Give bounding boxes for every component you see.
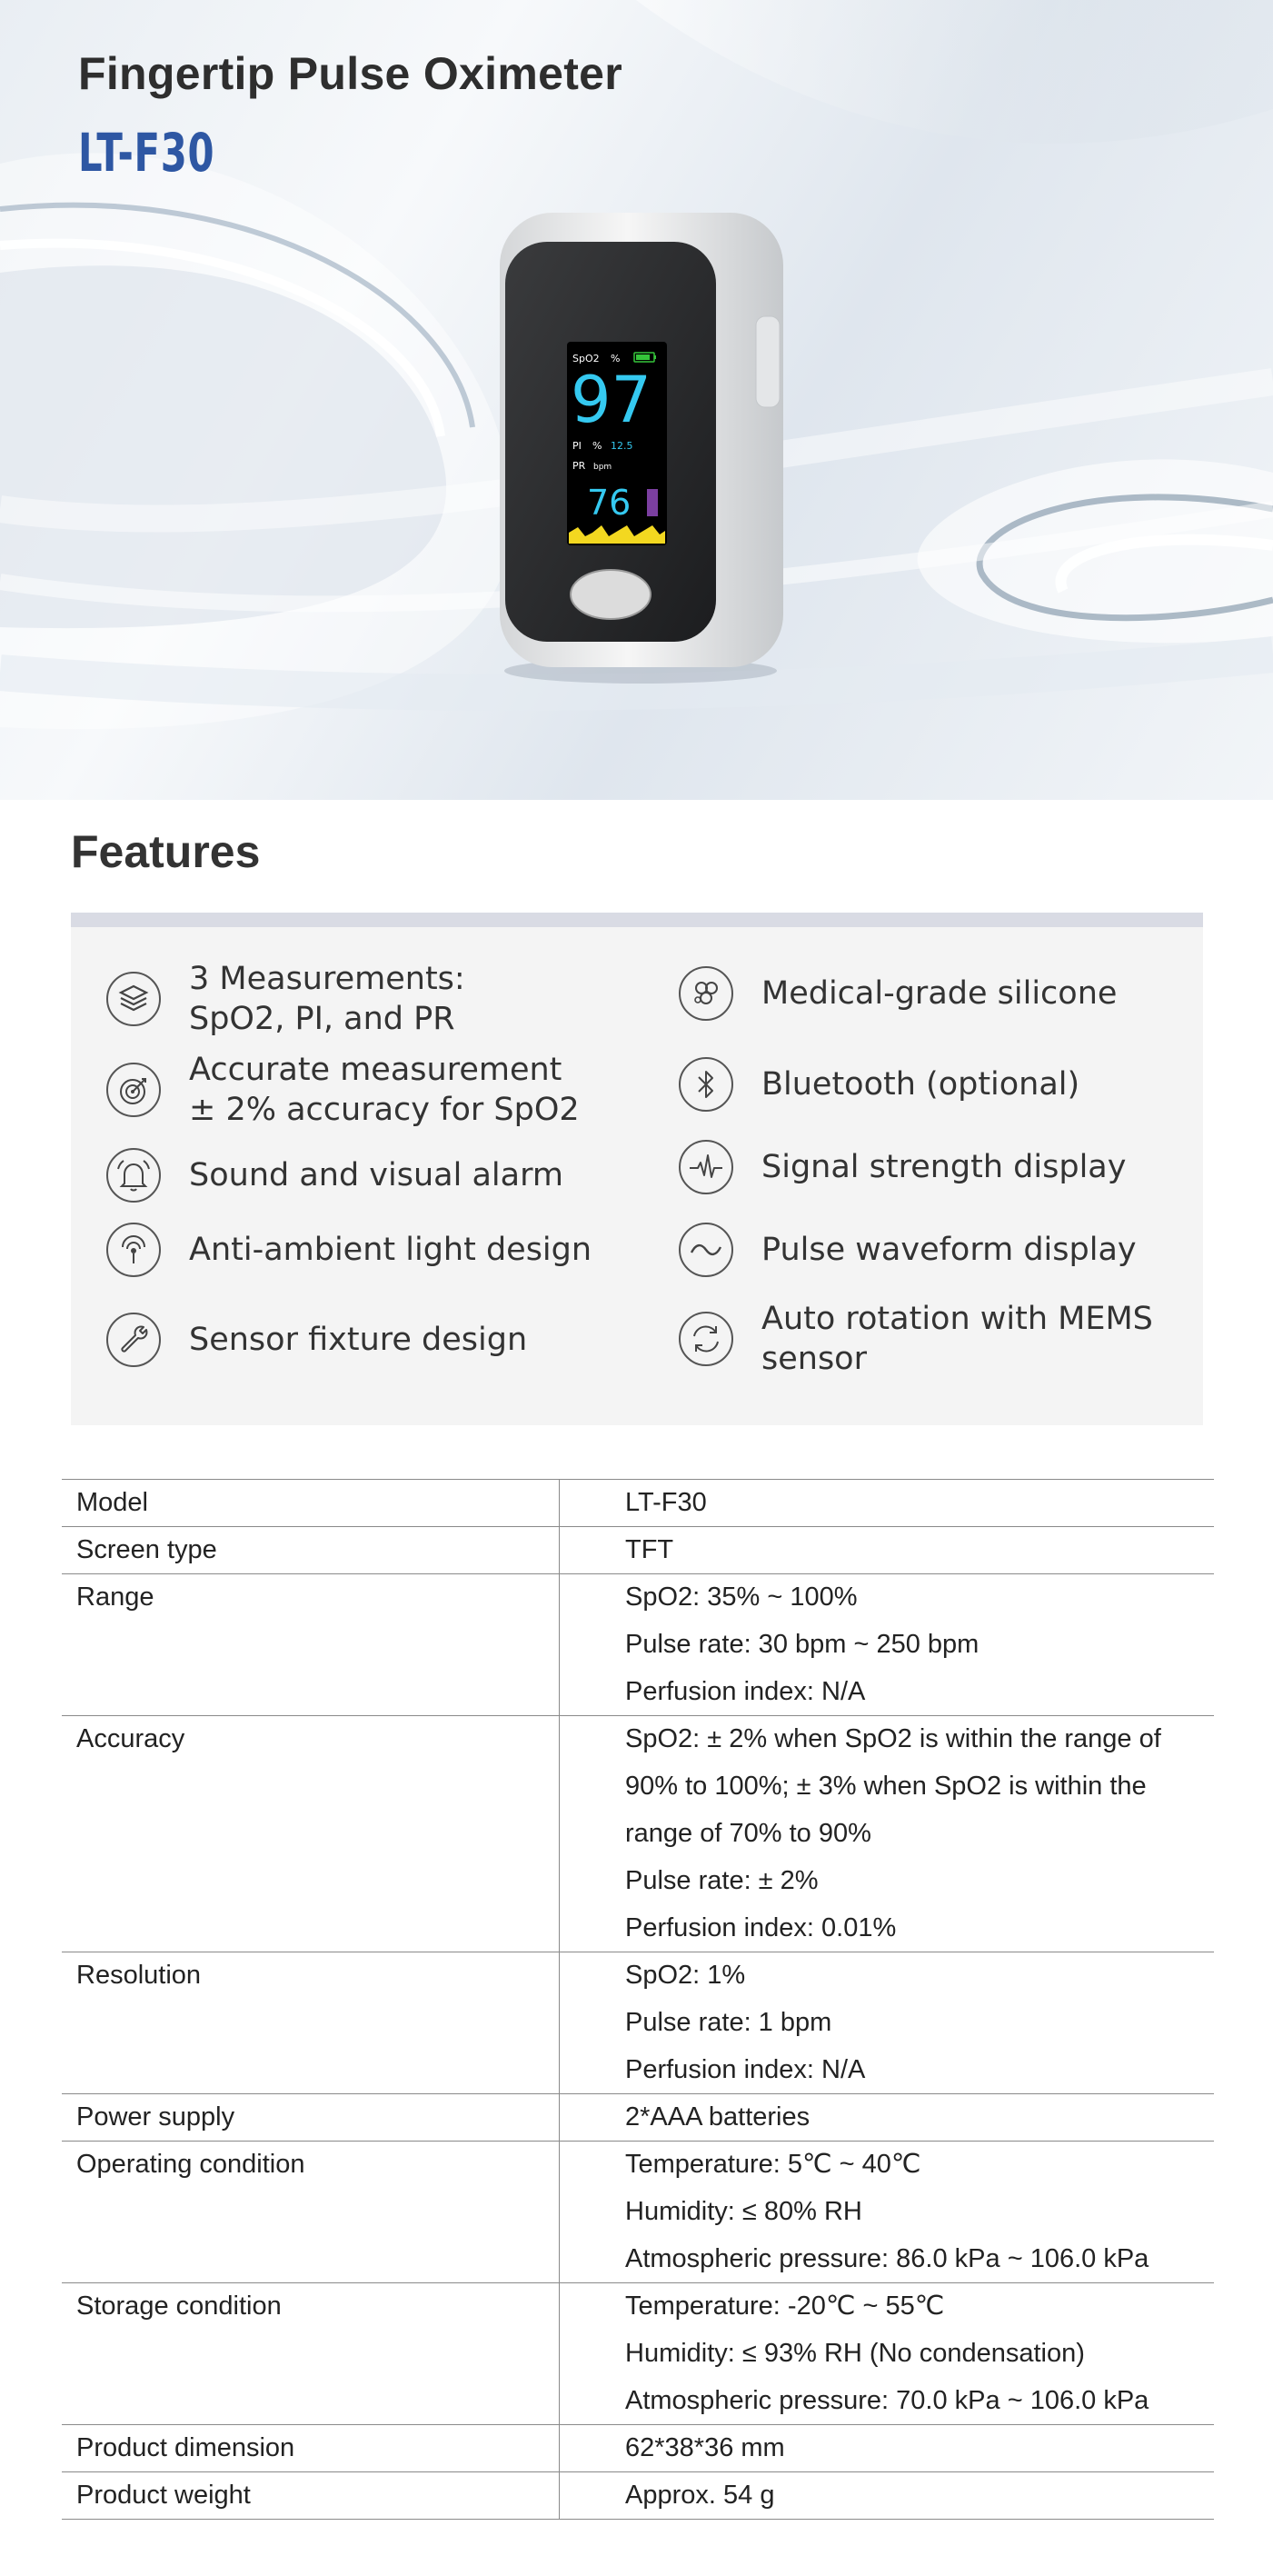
screen-spo2-value: 97 — [571, 363, 652, 437]
feature-text-line: ± 2% accuracy for SpO2 — [189, 1092, 580, 1128]
target-icon — [105, 1062, 162, 1118]
feature-text-line: sensor — [761, 1341, 867, 1377]
spec-value-line: TFT — [625, 1535, 674, 1564]
spec-label: Resolution — [62, 1952, 560, 2094]
screen-pi-unit: % — [592, 440, 602, 452]
screen-pi-label: PI — [572, 440, 582, 452]
spec-value — [560, 2472, 1215, 2520]
spec-value-line: Pulse rate: ± 2% — [625, 1866, 819, 1895]
spec-value-line: Approx. 54 g — [625, 2481, 775, 2510]
spec-value-line: LT-F30 — [625, 1488, 707, 1517]
screen-pr-unit: bpm — [593, 463, 612, 472]
features-divider — [71, 913, 1203, 927]
spec-row — [62, 2283, 1214, 2425]
bluetooth-icon — [678, 1056, 734, 1113]
spec-label: Range — [62, 1574, 560, 1716]
spec-value-line: Perfusion index: N/A — [625, 1677, 866, 1706]
feature-pulse-waveform — [678, 1222, 1137, 1278]
specifications-body — [62, 1480, 1214, 2520]
signal-strength-bar — [647, 489, 658, 516]
spec-value-line: range of 70% to 90% — [625, 1819, 871, 1848]
feature-text-line: SpO2, PI, and PR — [189, 1001, 455, 1037]
screen-pr-label: PR — [572, 460, 586, 472]
spec-label: Screen type — [62, 1527, 560, 1574]
bell-icon — [105, 1147, 162, 1203]
spec-value-line: Humidity: ≤ 93% RH (No condensation) — [625, 2339, 1085, 2368]
screen-pi-value: 12.5 — [611, 440, 633, 452]
spec-row — [62, 1716, 1214, 1952]
spec-value-line: Temperature: -20℃ ~ 55℃ — [625, 2291, 945, 2321]
specifications-table — [62, 1479, 1214, 2520]
spec-value-line: Atmospheric pressure: 70.0 kPa ~ 106.0 kPa — [625, 2386, 1149, 2415]
feature-text-line: Auto rotation with MEMS — [761, 1301, 1153, 1337]
spec-label: Power supply — [62, 2094, 560, 2142]
spec-label: Model — [62, 1480, 560, 1527]
spec-row — [62, 2142, 1214, 2283]
spec-value — [560, 2142, 1215, 2283]
spec-row — [62, 1480, 1214, 1527]
spec-value-line: SpO2: 1% — [625, 1961, 746, 1990]
product-model: LT-F30 — [78, 122, 215, 184]
spec-value-line: 62*38*36 mm — [625, 2433, 785, 2462]
signal-icon — [678, 1139, 734, 1195]
waveform-icon — [678, 1222, 734, 1278]
feature-sensor-fixture — [105, 1312, 527, 1368]
feature-text-line: 3 Measurements: — [189, 961, 465, 997]
feature-text-line: Pulse waveform display — [761, 1232, 1137, 1268]
feature-anti-ambient — [105, 1222, 592, 1278]
spec-value — [560, 2094, 1215, 2142]
screen-percent-label: % — [611, 353, 621, 364]
spec-label: Operating condition — [62, 2142, 560, 2283]
feature-text-line: Bluetooth (optional) — [761, 1066, 1080, 1103]
spec-value-line: SpO2: 35% ~ 100% — [625, 1583, 858, 1612]
spec-value-line: Pulse rate: 1 bpm — [625, 2008, 832, 2037]
spec-row — [62, 2472, 1214, 2520]
spec-value — [560, 1480, 1215, 1527]
spec-label: Product dimension — [62, 2425, 560, 2472]
features-heading: Features — [71, 826, 261, 877]
feature-auto-rotation — [678, 1299, 1153, 1379]
spec-value-line: Perfusion index: 0.01% — [625, 1913, 897, 1942]
spec-row — [62, 1952, 1214, 2094]
spec-value-line: Humidity: ≤ 80% RH — [625, 2197, 862, 2226]
feature-accuracy — [105, 1050, 580, 1130]
feature-measurements — [105, 959, 465, 1039]
feature-text-line: Sound and visual alarm — [189, 1157, 563, 1193]
feature-text-line: Signal strength display — [761, 1149, 1127, 1185]
ambient-light-icon — [105, 1222, 162, 1278]
spec-label: Accuracy — [62, 1716, 560, 1952]
spec-value-line: Atmospheric pressure: 86.0 kPa ~ 106.0 kPa — [625, 2244, 1149, 2273]
spec-value-line: 90% to 100%; ± 3% when SpO2 is within the — [625, 1772, 1147, 1801]
spec-value — [560, 1716, 1215, 1952]
oximeter-device-image — [491, 207, 791, 689]
wrench-icon — [105, 1312, 162, 1368]
spec-value-line: Temperature: 5℃ ~ 40℃ — [625, 2150, 921, 2179]
device-power-button[interactable] — [571, 570, 651, 619]
spec-value-line: Perfusion index: N/A — [625, 2055, 866, 2084]
feature-text-line: Medical-grade silicone — [761, 975, 1118, 1012]
spec-row — [62, 1527, 1214, 1574]
spec-row — [62, 1574, 1214, 1716]
product-title: Fingertip Pulse Oximeter — [78, 48, 623, 99]
spec-label: Storage condition — [62, 2283, 560, 2425]
silicone-icon — [678, 965, 734, 1022]
feature-text-line: Accurate measurement — [189, 1052, 562, 1088]
spec-value-line: 2*AAA batteries — [625, 2102, 811, 2132]
device-side-button — [756, 316, 780, 407]
feature-bluetooth — [678, 1056, 1079, 1113]
rotation-icon — [678, 1311, 734, 1367]
feature-signal-strength — [678, 1139, 1126, 1195]
spec-value — [560, 2283, 1215, 2425]
feature-silicone — [678, 965, 1117, 1022]
spec-value — [560, 1527, 1215, 1574]
hero-banner — [0, 0, 1273, 800]
feature-alarm — [105, 1147, 563, 1203]
spec-value — [560, 1574, 1215, 1716]
screen-spo2-label: SpO2 — [572, 353, 600, 364]
spec-value-line: Pulse rate: 30 bpm ~ 250 bpm — [625, 1630, 980, 1659]
feature-text-line: Anti-ambient light design — [189, 1232, 592, 1268]
spec-value — [560, 2425, 1215, 2472]
spec-value — [560, 1952, 1215, 2094]
spec-label: Product weight — [62, 2472, 560, 2520]
spec-value-line: SpO2: ± 2% when SpO2 is within the range of — [625, 1724, 1161, 1753]
spec-row — [62, 2425, 1214, 2472]
layers-icon — [105, 971, 162, 1027]
spec-row — [62, 2094, 1214, 2142]
feature-text-line: Sensor fixture design — [189, 1322, 528, 1358]
screen-pr-value: 76 — [587, 483, 632, 523]
